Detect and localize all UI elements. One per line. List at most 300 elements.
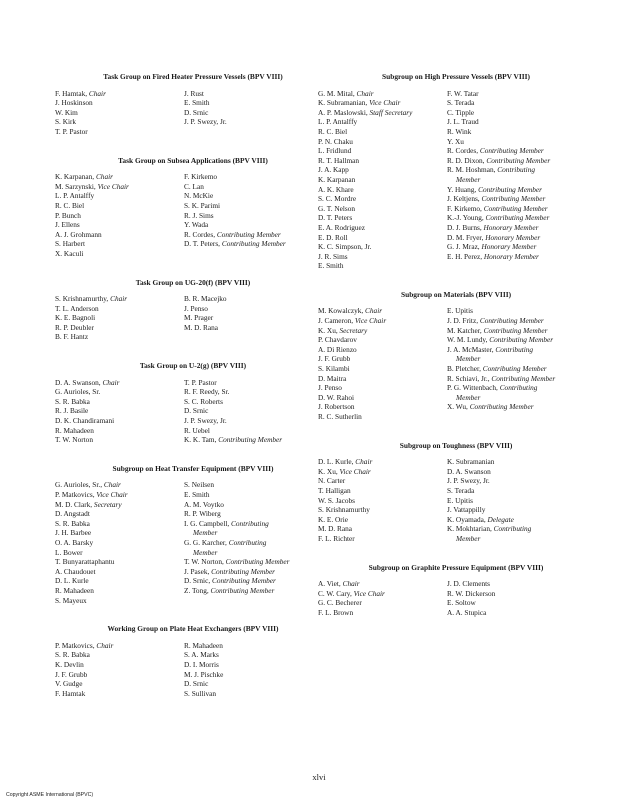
member-role: Member [193, 547, 218, 557]
member-name: E. A. Rodriguez [318, 222, 366, 232]
section-title: Task Group on Subsea Applications (BPV VIII) [118, 155, 268, 165]
member-name: C. Lan [184, 181, 204, 191]
member-name: S. Mayeux [55, 595, 87, 605]
member-name: K. K. Tam, [184, 435, 217, 445]
member-entry [447, 89, 594, 99]
member-entry [318, 165, 447, 175]
member-name: R. Mahadeen [55, 585, 94, 595]
member-name: I. G. Campbell, [184, 518, 230, 528]
member-entry [447, 213, 594, 223]
member-name: K. Devlin [55, 659, 84, 669]
member-entry [318, 364, 447, 374]
member-name: G. G. Karcher, [184, 537, 227, 547]
member-name: T. W. Norton [55, 435, 93, 445]
member-name: A. P. Maslowski, [318, 107, 368, 117]
member-name: D. L. Kurle [55, 576, 89, 586]
member-role: Contributing Member [221, 239, 286, 249]
member-name: R. Uebel [184, 425, 210, 435]
member-entry [447, 335, 594, 345]
member-entry [318, 137, 447, 147]
member-entry [447, 383, 594, 393]
member-list [184, 294, 331, 342]
member-name: J. Hoskinson [55, 98, 93, 108]
member-name: G. J. Mraz, [447, 242, 480, 252]
member-role: Contributing Member [479, 316, 544, 326]
member-role: Chair [95, 172, 113, 182]
member-name: J. H. Barbee [55, 528, 92, 538]
member-name: K. Karpanan, [55, 172, 95, 182]
member-entry [55, 679, 184, 689]
member-name: R. F. Reedy, Sr. [184, 387, 230, 397]
member-name: S. R. Babka [55, 396, 90, 406]
member-entry [184, 239, 331, 249]
member-role: Contributing Member [486, 155, 551, 165]
member-entry [184, 89, 331, 99]
member-entry [184, 182, 331, 192]
member-entry [318, 261, 447, 271]
member-role: Contributing Member [481, 194, 546, 204]
member-role: Honorary Member [485, 232, 541, 242]
member-list [318, 306, 447, 421]
member-entry [447, 326, 594, 336]
member-name: K. Subramanian, [318, 98, 368, 108]
member-name: M. Katcher, [447, 325, 482, 335]
section-title: Task Group on UG-20(f) (BPV VIII) [135, 277, 251, 287]
member-name: J. L. Traud [447, 117, 479, 127]
member-entry [184, 670, 331, 680]
member-name: J. Keltjens, [447, 194, 480, 204]
member-entry [318, 98, 447, 108]
member-entry [447, 354, 594, 364]
member-entry [184, 548, 331, 558]
committee-section [55, 156, 331, 259]
member-entry [447, 204, 594, 214]
member-entry [447, 534, 594, 544]
member-entry [318, 127, 447, 137]
member-columns [55, 172, 331, 258]
member-name: D. J. Burns, [447, 222, 482, 232]
member-list [55, 641, 184, 699]
copyright-notice: Copyright ASME International (BPVC) [6, 792, 94, 798]
member-name: G. T. Nelson [318, 203, 356, 213]
member-columns [55, 641, 331, 699]
member-entry [55, 108, 184, 118]
member-list [55, 378, 184, 445]
member-entry [55, 416, 184, 426]
member-name: B. F. Hantz [55, 332, 89, 342]
member-entry [184, 201, 331, 211]
member-entry [184, 650, 331, 660]
member-entry [184, 567, 331, 577]
member-entry [55, 576, 184, 586]
member-name: M. Kowalczyk, [318, 306, 364, 316]
member-role: Member [456, 174, 481, 184]
member-list [55, 89, 184, 137]
member-name: T. W. Norton, [184, 557, 224, 567]
member-entry [447, 185, 594, 195]
member-name: R. Cordes, [447, 146, 479, 156]
member-entry [318, 89, 447, 99]
member-role: Honorary Member [481, 242, 537, 252]
member-entry [55, 519, 184, 529]
member-name: E. Smith [184, 490, 210, 499]
member-list [447, 306, 594, 421]
member-entry [55, 378, 184, 388]
member-entry [184, 660, 331, 670]
member-entry [318, 383, 447, 393]
member-entry [318, 467, 447, 477]
member-name: S. R. Babka [55, 650, 90, 660]
member-entry [55, 220, 184, 230]
member-name: K. Oyamada, [447, 514, 486, 524]
member-entry [55, 538, 184, 548]
member-name: D. T. Peters [318, 213, 353, 223]
member-entry [318, 608, 447, 618]
member-entry [184, 435, 331, 445]
member-name: E. D. Roll [318, 232, 348, 242]
member-role: Chair [355, 457, 373, 467]
member-name: G. M. Mital, [318, 88, 355, 98]
member-name: K. Xu, [318, 466, 338, 476]
member-name: Y. Wada [184, 220, 209, 230]
member-columns [318, 89, 594, 271]
member-entry [447, 393, 594, 403]
member-entry [318, 496, 447, 506]
member-list [184, 378, 331, 445]
committee-section [55, 361, 331, 445]
member-name: T. L. Anderson [55, 303, 99, 313]
member-role: Contributing Member [479, 146, 544, 156]
member-entry [184, 641, 331, 651]
member-entry [447, 524, 594, 534]
member-entry [318, 306, 447, 316]
member-entry [447, 127, 594, 137]
member-name: S. R. Babka [55, 518, 90, 528]
member-name: J. Cameron, [318, 316, 354, 326]
member-entry [55, 182, 184, 192]
member-role: Secretary [93, 499, 122, 509]
member-name: A. Di Rienzo [318, 344, 357, 354]
member-entry [318, 117, 447, 127]
member-role: Chair [103, 480, 121, 490]
member-name: G. Aurioles, Sr. [55, 387, 101, 397]
member-name: C. Tipple [447, 107, 475, 117]
member-name: R. T. Hallman [318, 155, 360, 165]
member-entry [184, 230, 331, 240]
member-entry [447, 505, 594, 515]
member-list [184, 641, 331, 699]
member-role: Contributing Member [211, 566, 276, 576]
member-name: L. Bower [55, 547, 83, 557]
member-entry [447, 156, 594, 166]
member-name: J. Robertson [318, 402, 355, 412]
member-name: S. Sullivan [184, 688, 217, 698]
member-entry [55, 689, 184, 699]
member-entry [55, 239, 184, 249]
member-name: J. Vattappilly [447, 505, 486, 515]
member-name: F. Kirkemo [184, 172, 218, 182]
member-entry [55, 548, 184, 558]
member-entry [447, 402, 594, 412]
member-name: L. Fridlund [318, 146, 352, 156]
member-role: Contributing Member [218, 435, 283, 445]
member-name: R. J. Basile [55, 406, 89, 416]
member-name: E. Smith [318, 261, 344, 271]
member-entry [55, 660, 184, 670]
member-list [184, 172, 331, 258]
committee-section [318, 72, 594, 271]
member-name: T. P. Pastor [55, 126, 88, 136]
member-role: Chair [365, 306, 383, 316]
member-entry [318, 326, 447, 336]
member-name: J. F. Grubb [55, 669, 88, 679]
member-entry [318, 524, 447, 534]
member-name: R. W. Dickerson [447, 588, 496, 598]
member-entry [184, 108, 331, 118]
member-role: Chair [96, 640, 114, 650]
member-entry [447, 316, 594, 326]
member-name: E. H. Perez, [447, 251, 483, 261]
member-entry [184, 172, 331, 182]
member-entry [318, 185, 447, 195]
member-role: Vice Chair [96, 490, 128, 499]
member-role: Contributing [231, 518, 269, 528]
member-entry [318, 345, 447, 355]
member-entry [184, 500, 331, 510]
member-name: P. Matkovics, [55, 640, 95, 650]
member-list [55, 172, 184, 258]
member-name: R. P. Deubler [55, 322, 94, 332]
member-name: J. D. Fritz, [447, 316, 479, 326]
member-entry [447, 345, 594, 355]
member-name: P. G. Wittenbach, [447, 383, 498, 393]
member-name: F. Hamtak [55, 688, 86, 698]
member-name: A. A. Stupica [447, 607, 487, 617]
member-name: R. Wink [447, 126, 472, 136]
member-name: R. Mahadeen [184, 640, 223, 650]
member-entry [318, 156, 447, 166]
member-entry [318, 204, 447, 214]
member-name: R. J. Sims [184, 210, 214, 220]
member-entry [318, 393, 447, 403]
member-name: R. D. Dixon, [447, 155, 485, 165]
member-entry [55, 586, 184, 596]
member-name: K. E. Bagnoli [55, 313, 96, 323]
member-list [318, 89, 447, 271]
member-entry [55, 323, 184, 333]
member-entry [318, 589, 447, 599]
member-name: F. W. Tatar [447, 88, 479, 98]
member-entry [318, 412, 447, 422]
member-role: Chair [88, 88, 106, 98]
member-name: N. Carter [318, 476, 346, 486]
member-name: F. Kirkemo, [447, 203, 482, 213]
member-entry [55, 490, 184, 500]
member-role: Contributing [497, 165, 535, 175]
member-role: Secretary [339, 325, 368, 335]
member-name: S. C. Roberts [184, 396, 223, 406]
member-entry [184, 117, 331, 127]
member-entry [55, 332, 184, 342]
member-entry [447, 496, 594, 506]
committee-section [55, 278, 331, 343]
member-name: M. D. Clark, [55, 499, 93, 509]
member-entry [184, 586, 331, 596]
member-columns [55, 294, 331, 342]
member-columns [318, 457, 594, 543]
member-role: Contributing Member [491, 373, 556, 383]
member-entry [184, 211, 331, 221]
side-watermark [600, 675, 610, 765]
member-columns [55, 89, 331, 137]
member-name: R. C. Biel [318, 126, 348, 136]
member-name: K. Subramanian [447, 457, 495, 467]
right-column [318, 72, 594, 637]
member-name: D. Angstadt [55, 509, 90, 519]
section-title: Subgroup on Graphite Pressure Equipment (BPV VIII) [368, 562, 544, 572]
member-name: S. Kilambi [318, 364, 350, 374]
member-entry [447, 589, 594, 599]
member-entry [318, 374, 447, 384]
member-name: J. R. Sims [318, 251, 348, 261]
member-name: P. N. Chaku [318, 136, 353, 146]
member-name: S. Krishnamurthy, [55, 294, 109, 304]
member-entry [447, 165, 594, 175]
member-entry [318, 175, 447, 185]
member-name: A. Chaudouet [55, 566, 96, 576]
member-entry [184, 576, 331, 586]
member-name: D. A. Swanson, [55, 377, 101, 387]
member-name: J. A. Kapp [318, 165, 349, 175]
member-entry [447, 252, 594, 262]
section-title: Working Group on Plate Heat Exchangers (BPV VIII) [107, 624, 279, 634]
member-entry [55, 387, 184, 397]
member-entry [318, 534, 447, 544]
member-entry [55, 89, 184, 99]
member-name: J. Rust [184, 88, 204, 98]
member-entry [55, 670, 184, 680]
member-name: S. Terada [447, 485, 475, 495]
member-name: P. Bunch [55, 210, 81, 220]
member-name: M. Prager [184, 313, 214, 323]
member-role: Chair [342, 579, 360, 589]
page-number: xlvi [312, 772, 326, 782]
member-entry [184, 323, 331, 333]
member-name: E. Upitis [447, 306, 473, 316]
committee-section [318, 290, 594, 422]
section-title: Subgroup on Heat Transfer Equipment (BPV VIII) [112, 463, 274, 473]
member-entry [55, 397, 184, 407]
member-name: S. K. Parimi [184, 200, 221, 210]
member-name: D. I. Morris [184, 659, 219, 669]
member-entry [447, 146, 594, 156]
member-entry [184, 557, 331, 567]
member-entry [184, 509, 331, 519]
member-name: G. C. Becherer [318, 598, 362, 608]
member-name: K. E. Orie [318, 514, 348, 524]
member-role: Contributing Member [478, 184, 542, 194]
member-entry [55, 480, 184, 490]
member-name: D. Srnic [184, 406, 209, 416]
member-name: D. Srnic, [184, 576, 211, 586]
member-name: D. Srnic [184, 107, 209, 117]
member-entry [318, 476, 447, 486]
member-columns [55, 378, 331, 445]
member-role: Contributing Member [483, 325, 548, 335]
member-entry [184, 528, 331, 538]
member-entry [55, 313, 184, 323]
member-entry [184, 689, 331, 699]
member-entry [318, 354, 447, 364]
section-title: Task Group on U-2(g) (BPV VIII) [139, 361, 247, 371]
member-role: Vice Chair [97, 181, 129, 191]
member-entry [318, 335, 447, 345]
member-entry [318, 402, 447, 412]
member-entry [55, 98, 184, 108]
member-entry [55, 650, 184, 660]
member-name: L. P. Antalffy [318, 117, 358, 127]
member-name: M. D. Rana [318, 524, 353, 534]
member-name: F. L. Brown [318, 607, 354, 617]
member-role: Chair [102, 377, 120, 387]
member-name: D. L. Kurle, [318, 457, 354, 467]
member-name: F. L. Richter [318, 533, 355, 543]
member-entry [318, 252, 447, 262]
member-role: Contributing Member [211, 576, 276, 586]
member-role: Honorary Member [483, 222, 539, 232]
member-role: Contributing Member [216, 229, 281, 239]
member-name: E. Upitis [447, 495, 473, 505]
member-list [318, 457, 447, 543]
member-entry [318, 316, 447, 326]
member-name: A. Viet, [318, 579, 341, 589]
member-name: J. Penso [318, 383, 342, 393]
member-name: D. Maitra [318, 373, 347, 383]
member-name: J. P. Swezy, Jr. [184, 416, 227, 426]
member-entry [447, 467, 594, 477]
member-entry [318, 598, 447, 608]
member-list [184, 480, 331, 605]
member-name: W. S. Jacobs [318, 495, 356, 505]
member-entry [447, 306, 594, 316]
member-entry [55, 435, 184, 445]
member-entry [318, 505, 447, 515]
member-entry [184, 313, 331, 323]
member-entry [55, 641, 184, 651]
member-role: Honorary Member [483, 251, 539, 261]
member-role: Vice Chair [354, 316, 387, 326]
member-name: J. Ellens [55, 220, 80, 230]
member-role: Contributing Member [225, 557, 290, 567]
member-name: P. Matkovics, [55, 490, 95, 499]
member-name: J. D. Clements [447, 579, 490, 589]
member-name: A. J. Grohmann [55, 229, 102, 239]
member-name: F. Hamtak, [55, 88, 88, 98]
member-entry [447, 486, 594, 496]
member-entry [318, 233, 447, 243]
member-columns [318, 306, 594, 421]
member-name: P. Chavdarov [318, 335, 357, 345]
member-role: Member [456, 354, 481, 364]
member-entry [447, 233, 594, 243]
member-entry [184, 220, 331, 230]
member-entry [184, 397, 331, 407]
member-list [55, 480, 184, 605]
member-name: L. P. Antalffy [55, 191, 95, 201]
committee-section [55, 464, 331, 605]
member-name: D. W. Rahoi [318, 392, 355, 402]
member-entry [55, 567, 184, 577]
